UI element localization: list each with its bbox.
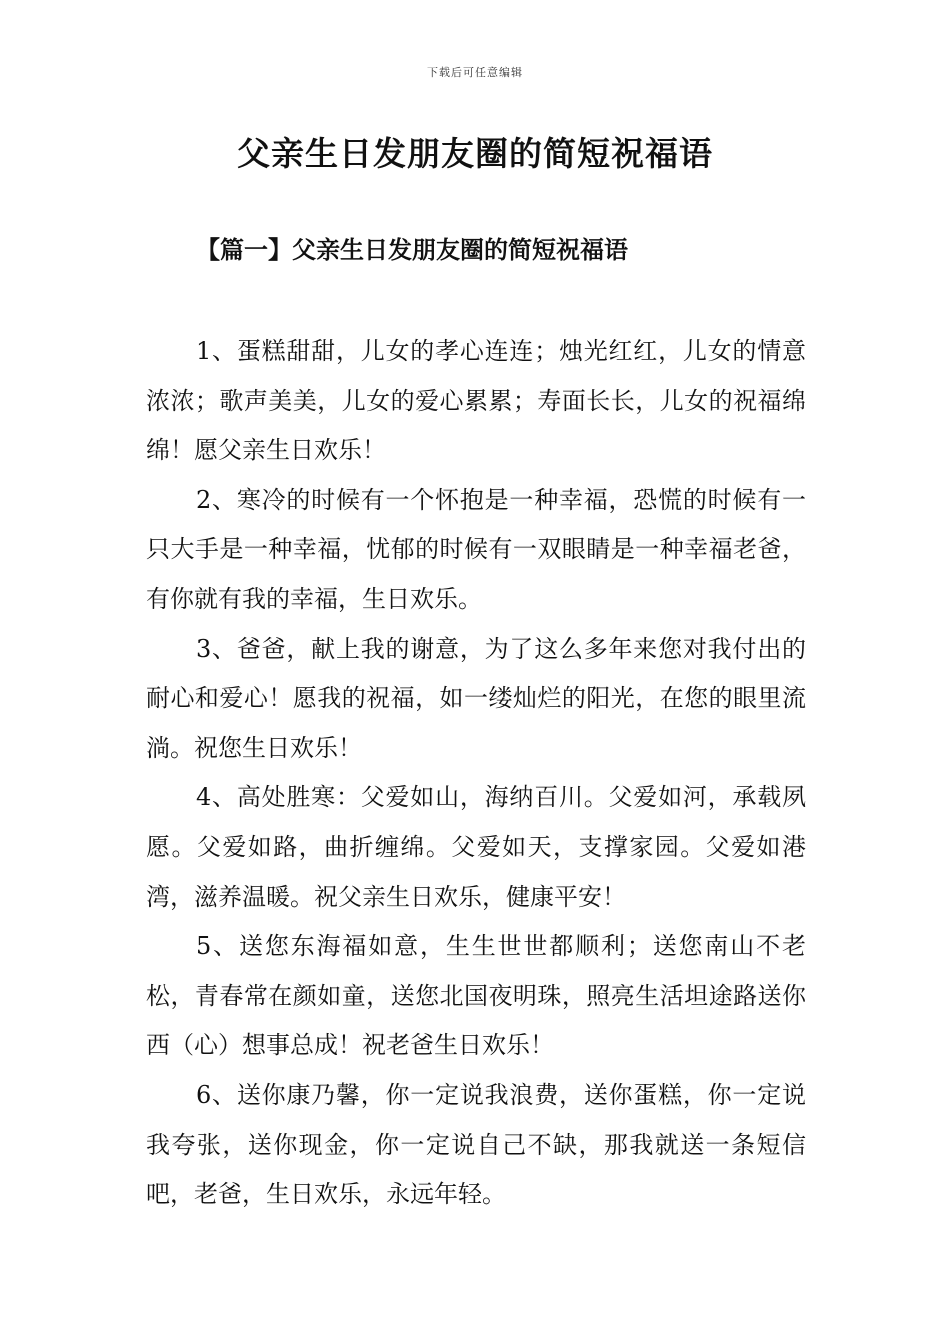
paragraph: 1、蛋糕甜甜，儿女的孝心连连；烛光红红，儿女的情意浓浓；歌声美美，儿女的爱心累累；寿面长长，儿女的祝福绵绵！愿父亲生日欢乐！ <box>146 337 806 465</box>
document-body <box>146 327 806 1220</box>
paragraph: 5、送您东海福如意，生生世世都顺利；送您南山不老松，青春常在颜如童，送您北国夜明珠，照亮生活坦途路送你西（心）想事总成！祝老爸生日欢乐！ <box>146 932 806 1060</box>
paragraph: 3、爸爸，献上我的谢意，为了这么多年来您对我付出的耐心和爱心！愿我的祝福，如一缕灿烂的阳光，在您的眼里流淌。祝您生日欢乐！ <box>146 634 806 762</box>
page-header-note: 下载后可任意编辑 <box>427 66 523 79</box>
section-heading: 【篇一】父亲生日发朋友圈的简短祝福语 <box>196 235 628 264</box>
document-title: 父亲生日发朋友圈的简短祝福语 <box>237 134 713 173</box>
paragraph: 2、寒冷的时候有一个怀抱是一种幸福，恐慌的时候有一只大手是一种幸福，忧郁的时候有一双眼睛是一种幸福老爸，有你就有我的幸福，生日欢乐。 <box>146 485 806 613</box>
paragraph: 4、高处胜寒：父爱如山，海纳百川。父爱如河，承载夙愿。父爱如路，曲折缠绵。父爱如天，支撑家园。父爱如港湾，滋养温暖。祝父亲生日欢乐，健康平安！ <box>146 783 806 911</box>
paragraph: 6、送你康乃馨，你一定说我浪费，送你蛋糕，你一定说我夸张，送你现金，你一定说自己不缺，那我就送一条短信吧，老爸，生日欢乐，永远年轻。 <box>146 1080 806 1209</box>
